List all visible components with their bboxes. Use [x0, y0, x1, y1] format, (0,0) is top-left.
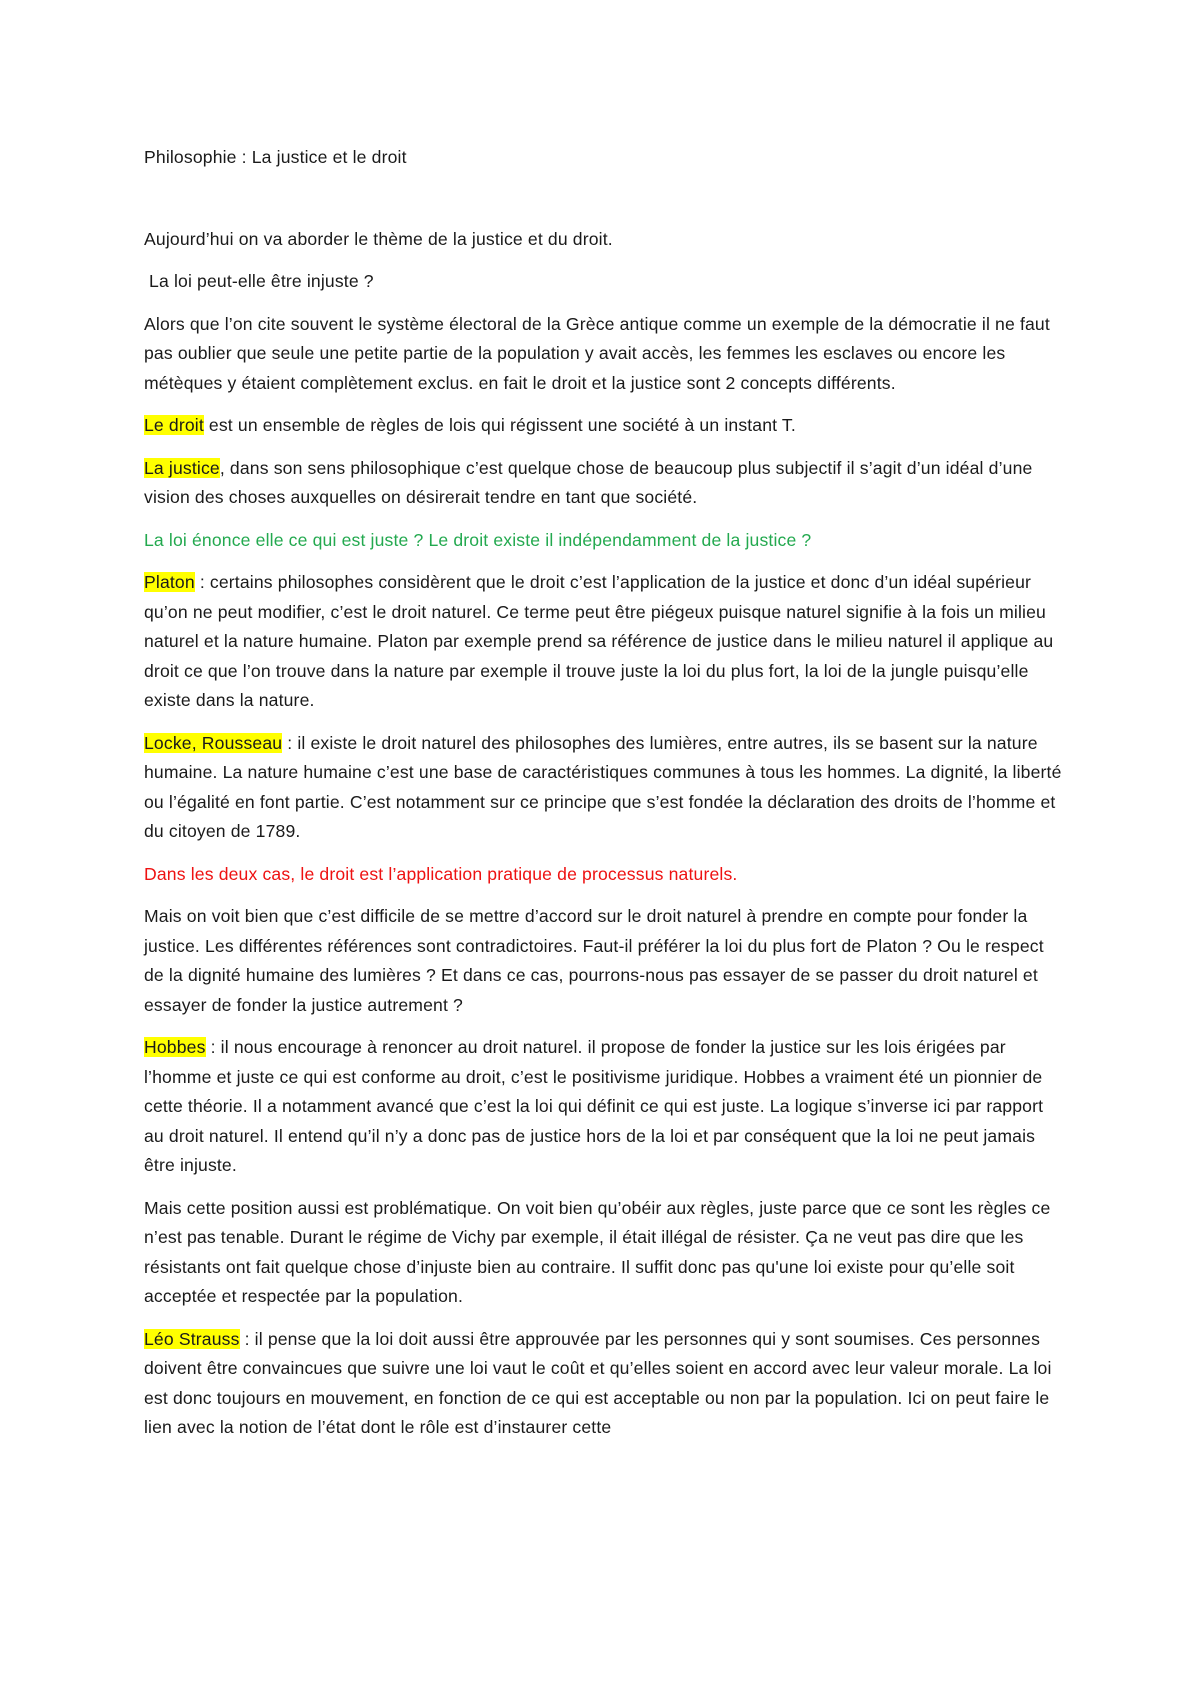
paragraph-strauss — [144, 1325, 1064, 1443]
highlighted-term-droit: Le droit — [144, 415, 204, 435]
text-platon: : certains philosophes considèrent que le droit c’est l’application de la justice et donc d’un idéal supérieur qu’on ne peut modifier, c’est le droit naturel. Ce terme peut être piégeux puisque naturel signifie à la fois un milieu naturel et la nature humaine. Platon par exemple prend sa référence de justice dans le milieu naturel il applique au droit ce que l’on trouve dans la nature par exemple il trouve juste la loi du plus fort, la loi de la jungle puisqu’elle existe dans la nature. — [144, 572, 1054, 710]
text-strauss: : il pense que la loi doit aussi être approuvée par les personnes qui y sont soumises. Ces personnes doivent être convaincues que suivre une loi vaut le coût et qu’elles soient en accord avec leur valeur morale. La loi est donc toujours en mouvement, en fonction de ce qui est acceptable ou non par la population. Ici on peut faire le lien avec la notion de l’état dont le rôle est d’instaurer cette — [144, 1328, 1052, 1437]
text-locke-rousseau: : il existe le droit naturel des philosophes des lumières, entre autres, ils se basent sur la nature humaine. La nature humaine c’est une base de caractéristiques communes à tous les hommes. La dignité, la liberté ou l’égalité en font partie. C’est notamment sur ce principe que s’est fondée la déclaration des droits de l’homme et du citoyen de 1789. — [144, 732, 1062, 841]
paragraph-grece: Alors que l’on cite souvent le système électoral de la Grèce antique comme un exemple de la démocratie il ne faut pas oublier que seule une petite partie de la population y avait accès, les femmes les esclaves ou encore les métèques y étaient complètement exclus. en fait le droit et la justice sont 2 concepts différents. — [144, 313, 1050, 393]
text-hobbes: : il nous encourage à renoncer au droit naturel. il propose de fonder la justice sur les lois érigées par l’homme et juste ce qui est conforme au droit, c’est le positivisme juridique. Hobbes a vraiment été un pionnier de cette théorie. Il a notamment avancé que c’est la loi qui définit ce qui est juste. La logique s’inverse ici par rapport au droit naturel. Il entend qu’il n’y a donc pas de justice hors de la loi et par conséquent que la loi ne peut jamais être injuste. — [144, 1037, 1044, 1175]
highlighted-term-hobbes: Hobbes — [144, 1037, 206, 1057]
paragraph-platon — [144, 568, 1064, 716]
definition-justice: , dans son sens philosophique c’est quelque chose de beaucoup plus subjectif il s’agit d’un idéal d’une vision des choses auxquelles on désirerait tendre en tant que société. — [144, 457, 1033, 507]
intro-paragraph: Aujourd’hui on va aborder le thème de la justice et du droit. — [144, 228, 613, 249]
main-question: La loi peut-elle être injuste ? — [144, 271, 374, 291]
paragraph-hobbes — [144, 1033, 1064, 1181]
paragraph-justice — [144, 454, 1064, 513]
red-conclusion: Dans les deux cas, le droit est l’application pratique de processus naturels. — [144, 863, 738, 884]
document-body — [144, 143, 1064, 1456]
document-title: Philosophie : La justice et le droit — [144, 147, 407, 167]
highlighted-term-strauss: Léo Strauss — [144, 1328, 240, 1349]
highlighted-term-justice: La justice — [144, 457, 220, 478]
highlighted-term-platon: Platon — [144, 572, 195, 592]
paragraph-mais-droit-naturel: Mais on voit bien que c’est difficile de se mettre d’accord sur le droit naturel à prendre en compte pour fonder la justice. Les différentes références sont contradictoires. Faut-il préférer la loi du plus fort de Platon ? Ou le respect de la dignité humaine des lumières ? Et dans ce cas, pourrons-nous pas essayer de se passer du droit naturel et essayer de fonder la justice autrement ? — [144, 906, 1044, 1015]
highlighted-term-locke-rousseau: Locke, Rousseau — [144, 732, 283, 753]
paragraph-locke-rousseau — [144, 729, 1064, 847]
green-question: La loi énonce elle ce qui est juste ? Le droit existe il indépendamment de la justice ? — [144, 529, 812, 550]
paragraph-mais-vichy: Mais cette position aussi est problématique. On voit bien qu’obéir aux règles, juste parce que ce sont les règles ce n’est pas tenable. Durant le régime de Vichy par exemple, il était illégal de résister. Ça ne veut pas dire que les résistants ont fait quelque chose d’injuste bien au contraire. Il suffit donc pas qu'une loi existe pour qu’elle soit acceptée et respectée par la population. — [144, 1197, 1051, 1306]
definition-droit: est un ensemble de règles de lois qui régissent une société à un instant T. — [203, 415, 796, 435]
paragraph-droit — [144, 411, 1064, 441]
